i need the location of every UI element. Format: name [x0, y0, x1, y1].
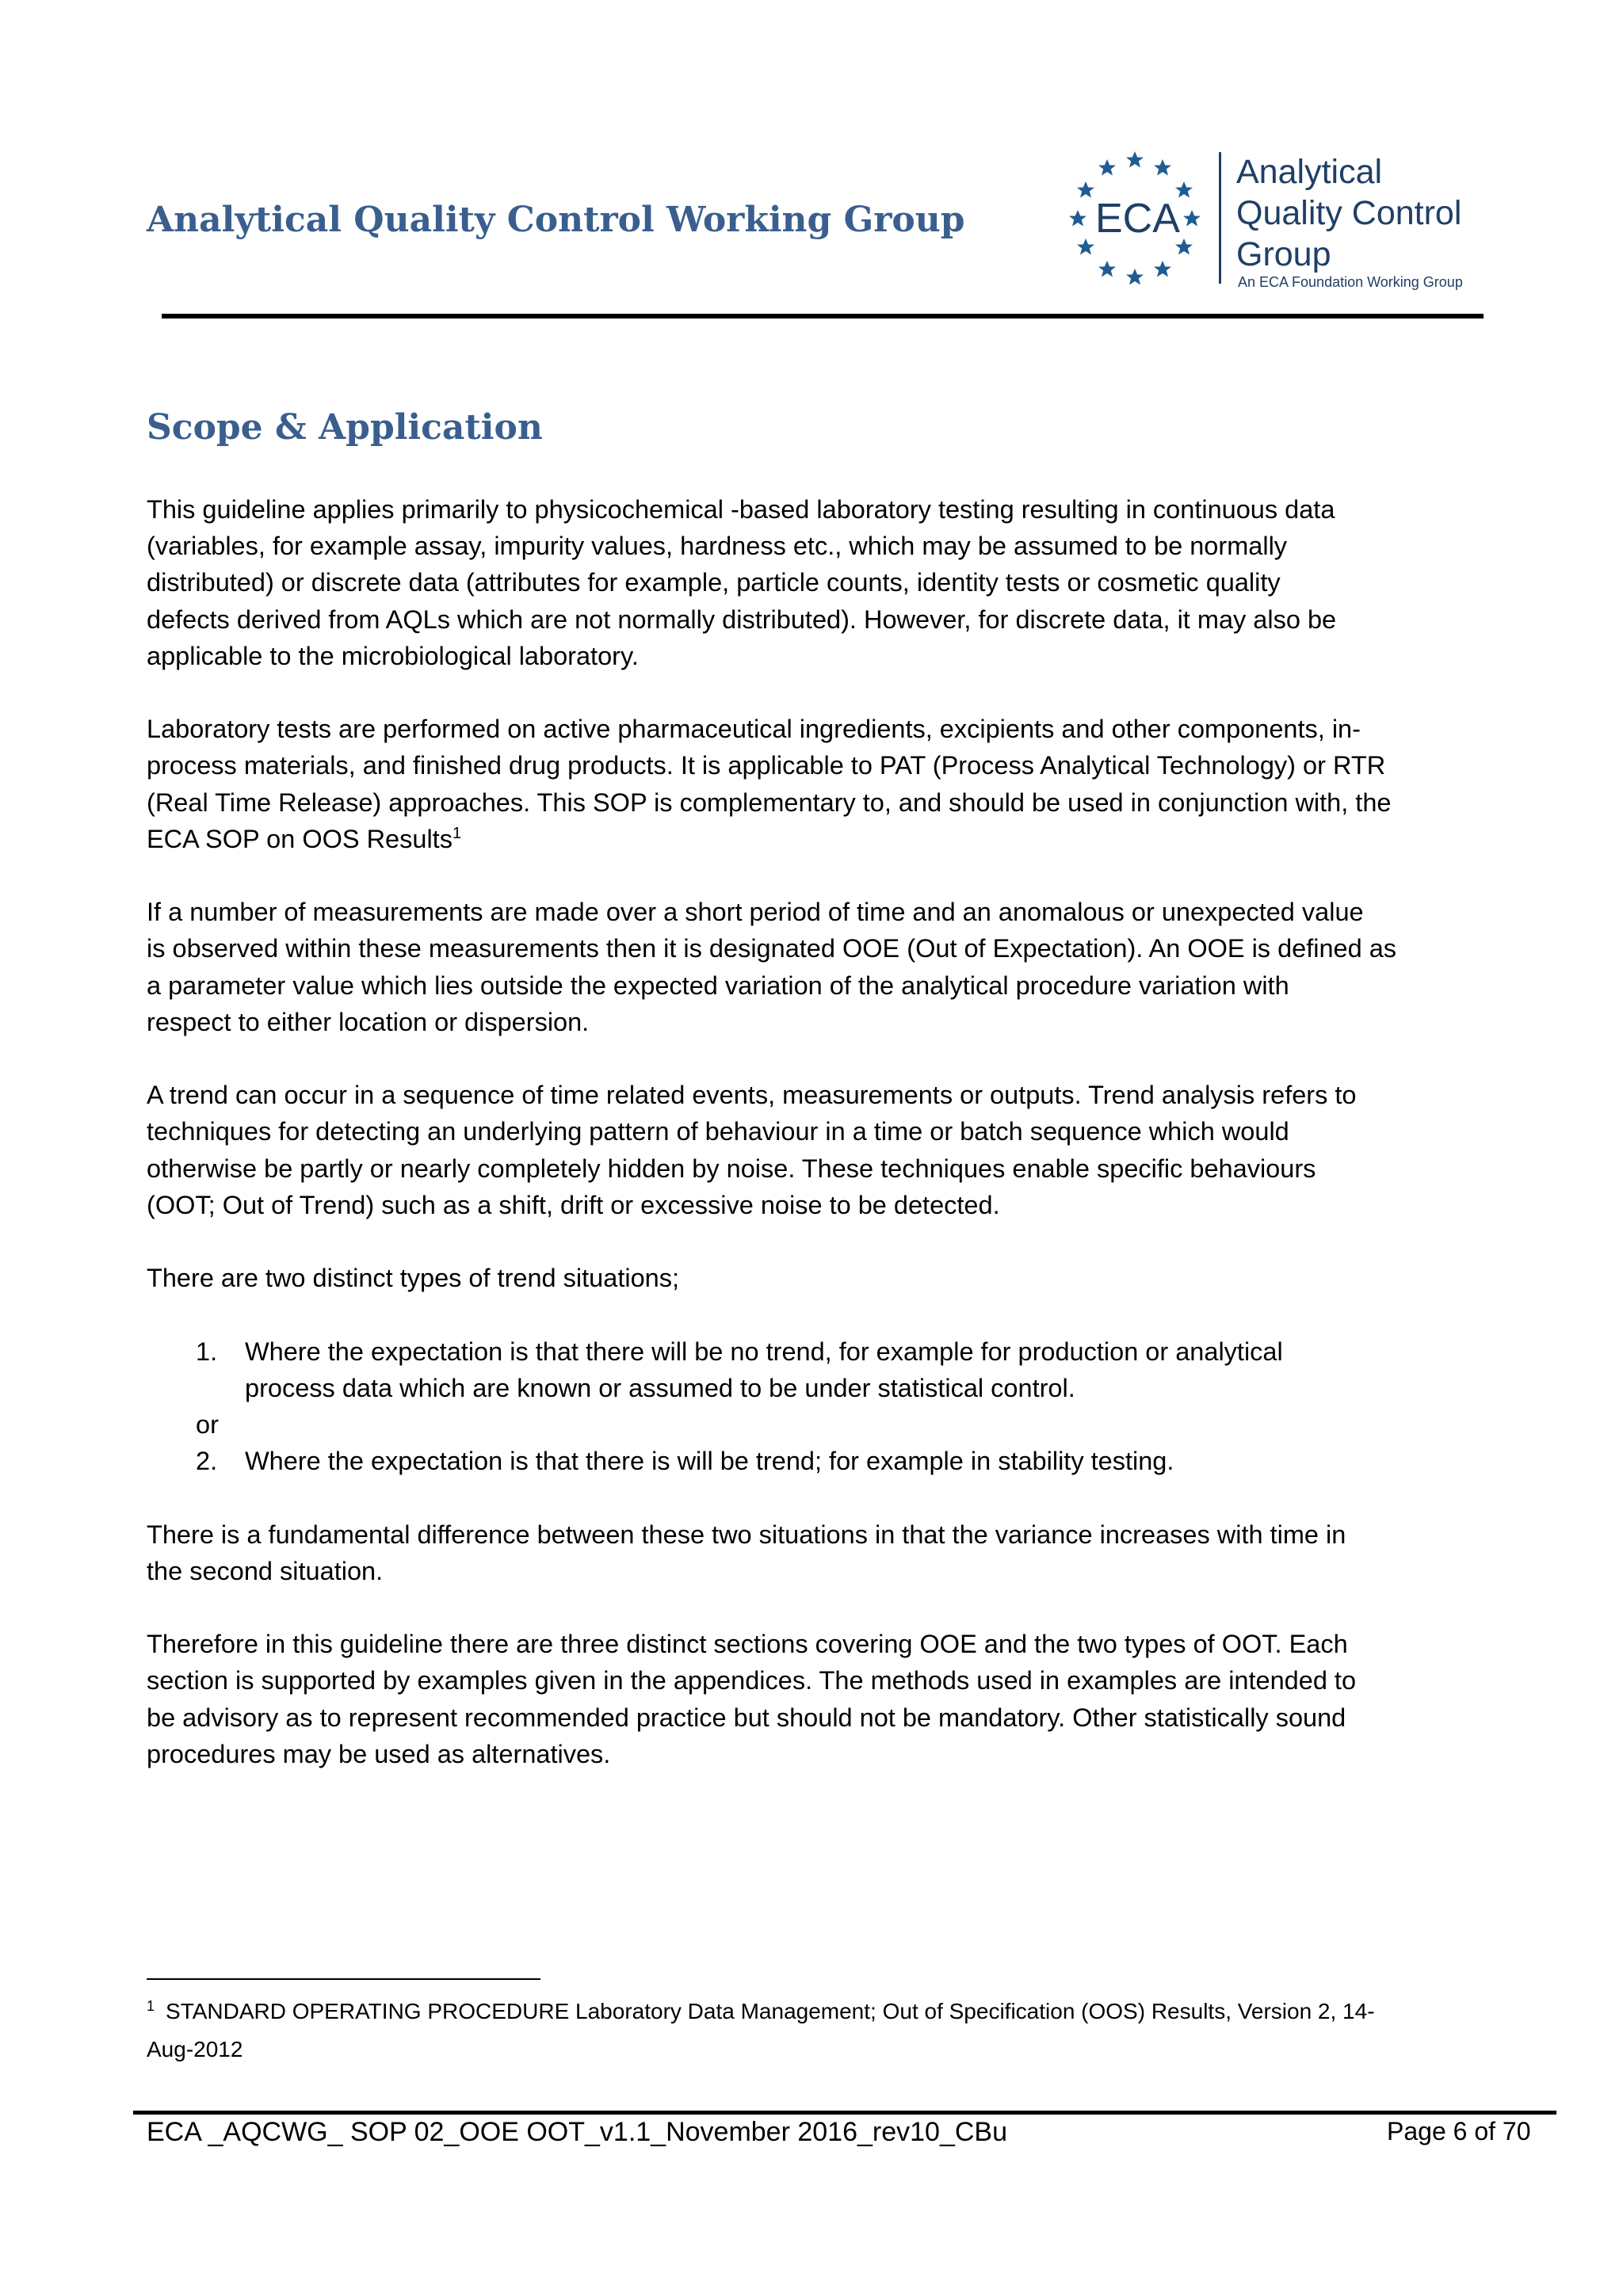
list-text-line: Where the expectation is that there is will be trend; for example in stability testing.	[245, 1447, 1174, 1476]
list-number: 1.	[196, 1337, 218, 1366]
trend-types-list	[147, 1333, 1494, 1480]
header-rule	[162, 314, 1484, 318]
text-line: respect to either location or dispersion.	[147, 1007, 590, 1036]
body-text	[147, 491, 1494, 1809]
list-or: or	[196, 1410, 219, 1439]
text-line: (Real Time Release) approaches. This SOP is complementary to, and should be used in conjunction with, the	[147, 788, 1392, 817]
text-line: (variables, for example assay, impurity values, hardness etc., which may be assumed to be normally	[147, 532, 1288, 561]
list-item	[147, 1333, 1494, 1406]
text-line: procedures may be used as alternatives.	[147, 1739, 611, 1768]
footer-document-id: ECA _AQCWG_ SOP 02_OOE OOT_v1.1_November 2016_rev10_CBu	[147, 2117, 1008, 2147]
paragraph-3	[147, 894, 1494, 1040]
text-line: This guideline applies primarily to physicochemical -based laboratory testing resulting in continuous data	[147, 495, 1335, 524]
paragraph-2	[147, 711, 1494, 857]
footnote-separator	[147, 1978, 540, 1980]
logo-subtitle: An ECA Foundation Working Group	[1238, 274, 1463, 290]
text-line: Therefore in this guideline there are three distinct sections covering OOE and the two types of OOT. Each	[147, 1630, 1348, 1659]
list-number: 2.	[196, 1447, 218, 1476]
text-line: Laboratory tests are performed on active pharmaceutical ingredients, excipients and other components, in-	[147, 715, 1361, 744]
page-header-title: Analytical Quality Control Working Group	[147, 200, 965, 240]
logo-line-3: Group	[1236, 235, 1331, 273]
footer-page-number: Page 6 of 70	[1387, 2117, 1531, 2145]
text-line: techniques for detecting an underlying pattern of behaviour in a time or batch sequence which would	[147, 1117, 1289, 1146]
text-line: A trend can occur in a sequence of time related events, measurements or outputs. Trend analysis refers to	[147, 1081, 1357, 1110]
footnote-reference[interactable]: 1	[452, 824, 462, 842]
logo-line-2: Quality Control	[1236, 194, 1462, 232]
logo-divider	[1219, 152, 1221, 284]
footnote	[147, 1993, 1510, 2069]
text-line: applicable to the microbiological laboratory.	[147, 641, 639, 670]
footer-rule	[133, 2111, 1556, 2115]
footnote-line: Aug-2012	[147, 2037, 243, 2061]
paragraph-7	[147, 1626, 1494, 1772]
list-text-line: process data which are known or assumed to be under statistical control.	[245, 1373, 1075, 1402]
text-line: section is supported by examples given in the appendices. The methods used in examples are intended to	[147, 1666, 1357, 1695]
eca-logo-mark: ECA	[1095, 196, 1180, 242]
paragraph-4	[147, 1077, 1494, 1223]
text-line: be advisory as to represent recommended practice but should not be mandatory. Other statistically sound	[147, 1703, 1346, 1732]
text-line: If a number of measurements are made over a short period of time and an anomalous or unexpected value	[147, 898, 1364, 927]
list-text-line: Where the expectation is that there will be no trend, for example for production or analytical	[245, 1337, 1283, 1366]
text-line: distributed) or discrete data (attributes for example, particle counts, identity tests or cosmetic quality	[147, 568, 1281, 597]
footnote-mark: 1	[147, 1997, 155, 2014]
text-line: There is a fundamental difference between these two situations in that the variance increases with time in	[147, 1520, 1346, 1549]
text-line: the second situation.	[147, 1556, 384, 1585]
footnote-text: STANDARD OPERATING PROCEDURE Laboratory Data Management; Out of Specification (OOS) Results, Version 2, 14-	[166, 1999, 1375, 2023]
text-line: a parameter value which lies outside the expected variation of the analytical procedure variation with	[147, 971, 1289, 1000]
text-line: ECA SOP on OOS Results	[147, 824, 453, 853]
eca-logo	[1062, 147, 1490, 290]
footnote-line	[147, 1993, 1510, 2031]
text-line: is observed within these measurements then it is designated OOE (Out of Expectation). An OOE is defined as	[147, 934, 1397, 963]
paragraph-5	[147, 1260, 1494, 1296]
list-item	[147, 1443, 1494, 1479]
text-line: defects derived from AQLs which are not normally distributed). However, for discrete data, it may also be	[147, 605, 1337, 634]
paragraph-1	[147, 491, 1494, 674]
logo-line-1: Analytical	[1236, 153, 1383, 191]
section-heading: Scope & Application	[147, 407, 543, 448]
text-line: (OOT; Out of Trend) such as a shift, drift or excessive noise to be detected.	[147, 1190, 1000, 1219]
text-line: There are two distinct types of trend situations;	[147, 1264, 679, 1293]
text-line: otherwise be partly or nearly completely hidden by noise. These techniques enable specific behaviours	[147, 1154, 1316, 1183]
text-line: process materials, and finished drug products. It is applicable to PAT (Process Analytical Technology) or RTR	[147, 751, 1386, 780]
paragraph-6	[147, 1516, 1494, 1589]
